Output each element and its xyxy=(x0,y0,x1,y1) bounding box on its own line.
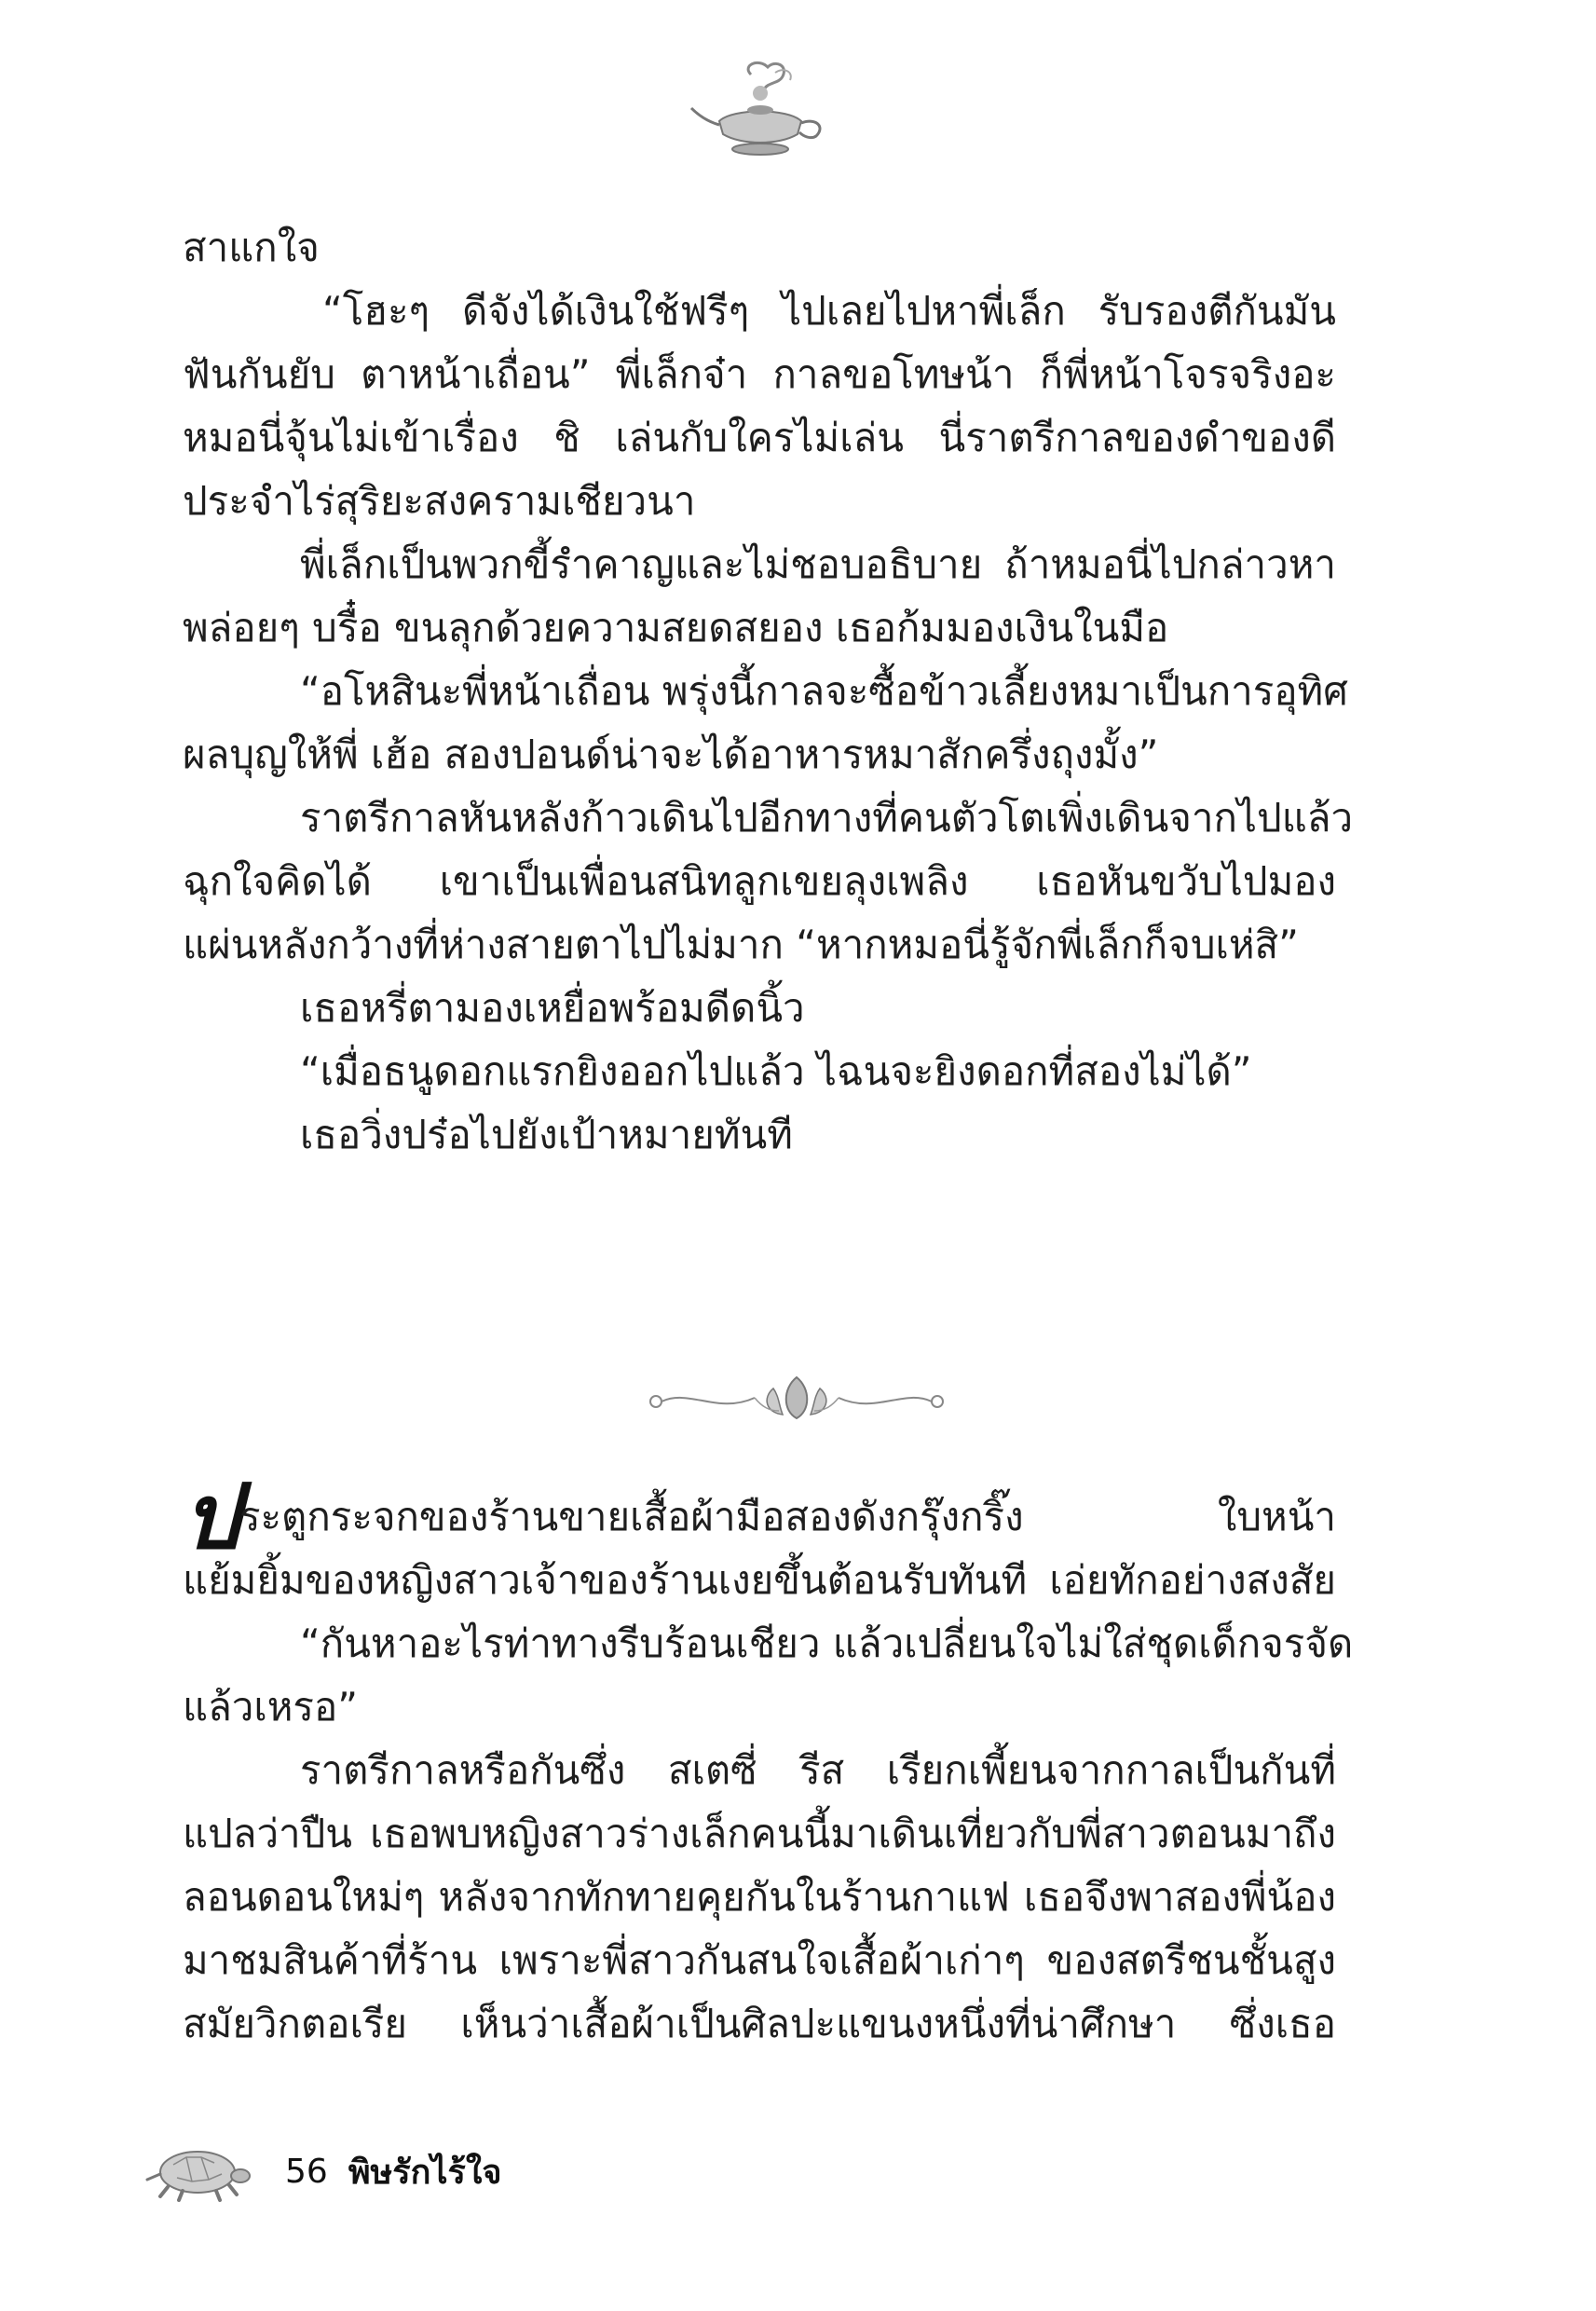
text-block-1 xyxy=(183,216,1354,1167)
paragraph-line: “โฮะๆ ดีจังได้เงินใช้ฟรีๆ ไปเลยไปหาพี่เล็ก รับรองตีกันมัน xyxy=(322,288,1336,334)
paragraph-line: “เมื่อธนูดอกแรกยิงออกไปแล้ว ไฉนจะยิงดอกที่สองไม่ได้” xyxy=(300,1048,1252,1094)
paragraph-first-line xyxy=(183,1464,1336,1569)
text-block-2 xyxy=(183,1464,1354,2056)
paragraph-line: เธอหรี่ตามองเหยื่อพร้อมดีดนิ้ว xyxy=(300,985,805,1031)
paragraph-line: ผลบุญให้พี่ เฮ้อ สองปอนด์น่าจะได้อาหารหมาสักครึ่งถุงมั้ง” xyxy=(183,732,1159,777)
paragraph-line: แปลว่าปืน เธอพบหญิงสาวร่างเล็กคนนี้มาเดินเที่ยวกับพี่สาวตอนมาถึง xyxy=(183,1811,1336,1856)
page-footer xyxy=(140,2134,502,2208)
turtle-icon xyxy=(140,2139,252,2204)
paragraph-line: ฟันกันยับ ตาหน้าเถื่อน” พี่เล็กจ๋า กาลขอโทษน้า ก็พี่หน้าโจรจริงอะ xyxy=(183,351,1336,397)
paragraph-line: ราตรีกาลหันหลังก้าวเดินไปอีกทางที่คนตัวโตเพิ่งเดินจากไปแล้ว xyxy=(300,795,1354,841)
floral-divider-icon xyxy=(643,1370,950,1426)
paragraph-line: แผ่นหลังกว้างที่ห่างสายตาไปไม่มาก “หากหมอนี่รู้จักพี่เล็กก็จบเห่สิ” xyxy=(183,922,1299,967)
paragraph-line: เธอวิ่งปร๋อไปยังเป้าหมายทันที xyxy=(300,1112,793,1157)
paragraph-line: ลอนดอนใหม่ๆ หลังจากทักทายคุยกันในร้านกาแฟ เธอจึงพาสองพี่น้อง xyxy=(183,1874,1336,1920)
paragraph-line: พี่เล็กเป็นพวกขี้รำคาญและไม่ชอบอธิบาย ถ้าหมอนี่ไปกล่าวหา xyxy=(300,541,1336,587)
paragraph-line: มาชมสินค้าที่ร้าน เพราะพี่สาวกันสนใจเสื้อผ้าเก่าๆ ของสตรีชนชั้นสูง xyxy=(183,1937,1336,1983)
paragraph-line: แย้มยิ้มของหญิงสาวเจ้าของร้านเงยขึ้นต้อนรับทันที เอ่ยทักอย่างสงสัย xyxy=(183,1557,1336,1603)
paragraph-line: “อโหสินะพี่หน้าเถื่อน พรุ่งนี้กาลจะซื้อข้าวเลี้ยงหมาเป็นการอุทิศ xyxy=(300,668,1348,714)
genie-lamp-icon xyxy=(686,56,835,168)
paragraph-line: ระตูกระจกของร้านขายเสื้อผ้ามือสองดังกรุ๊งกริ๊ง ใบหน้า xyxy=(239,1494,1336,1539)
paragraph-line: สมัยวิกตอเรีย เห็นว่าเสื้อผ้าเป็นศิลปะแขนงหนึ่งที่น่าศึกษา ซึ่งเธอ xyxy=(183,2001,1336,2046)
paragraph-line: ฉุกใจคิดได้ เขาเป็นเพื่อนสนิทลูกเขยลุงเพลิง เธอหันขวับไปมอง xyxy=(183,858,1336,904)
paragraph-line: ประจำไร่สุริยะสงครามเชียวนา xyxy=(183,478,696,524)
page-number: 56 xyxy=(285,2152,328,2191)
drop-cap: ป xyxy=(183,1464,239,1569)
paragraph-line: สาแกใจ xyxy=(183,225,320,270)
paragraph-line: “กันหาอะไรท่าทางรีบร้อนเชียว แล้วเปลี่ยนใจไม่ใส่ชุดเด็กจรจัด xyxy=(300,1620,1354,1666)
paragraph-line: ราตรีกาลหรือกันซึ่ง สเตซี่ รีส เรียกเพี้ยนจากกาลเป็นกันที่ xyxy=(300,1747,1336,1793)
paragraph-line: พล่อยๆ บรื๋อ ขนลุกด้วยความสยดสยอง เธอก้มมองเงินในมือ xyxy=(183,605,1169,650)
book-title: พิษรักไร้ใจ xyxy=(348,2153,502,2192)
paragraph-line: หมอนี่จุ้นไม่เข้าเรื่อง ชิ เล่นกับใครไม่เล่น นี่ราตรีกาลของดำของดี xyxy=(183,415,1336,460)
paragraph-line: แล้วเหรอ” xyxy=(183,1684,358,1730)
